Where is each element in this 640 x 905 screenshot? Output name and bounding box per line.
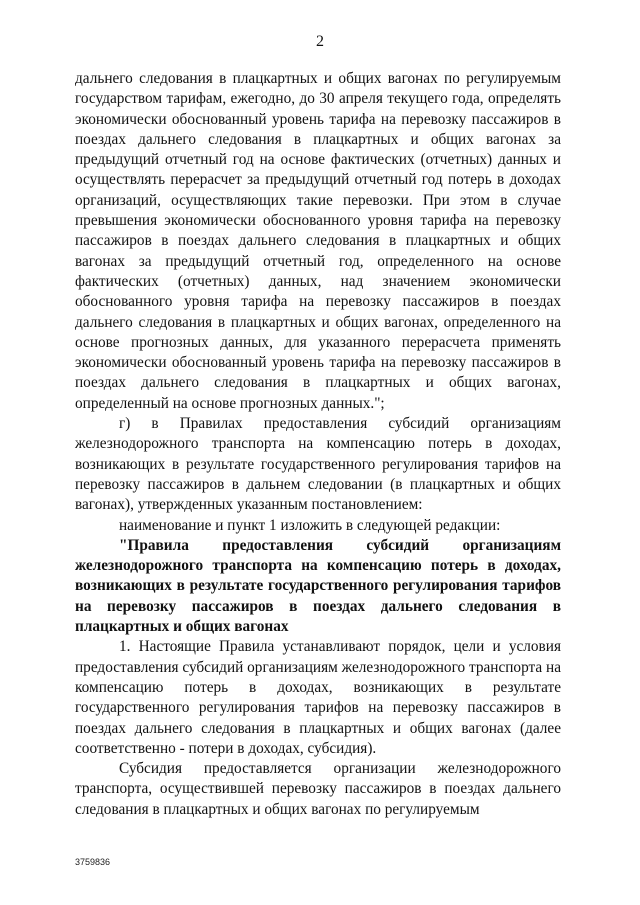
paragraph-subsidy: Субсидия предоставляется организации железнодорожного транспорта, осуществившей перевозку пассажиров в поездах дальнего следования в плацкартных и общих вагонах по регулируемым <box>75 760 561 818</box>
paragraph-item-g: г) в Правилах предоставления субсидий организациям железнодорожного транспорта на компенсацию потерь в доходах, возникающих в результате государственного регулирования тарифов на перевозку пассажиров в дальнем следовании (в плацкартных и общих вагонах), утвержденных указанным постановлением: <box>75 415 561 514</box>
page-number: 2 <box>316 33 324 50</box>
paragraph-instruction: наименование и пункт 1 изложить в следующей редакции: <box>119 516 501 534</box>
rules-title: "Правила предоставления субсидий организациям железнодорожного транспорта на компенсацию потерь в доходах, возникающих в результате государственного регулирования тарифов на перевозку пассажиров в поездах дальнего следования в плацкартных и общих вагонах <box>75 536 561 636</box>
document-body <box>75 69 561 820</box>
paragraph-continuation: дальнего следования в плацкартных и общих вагонах по регулируемым государством тарифам, ежегодно, до 30 апреля текущего года, определять экономически обоснованный уровень тарифа на перевозку пассажиров в поездах дальнего следования в плацкартных и общих вагонах за предыдущий отчетный год на основе фактических (отчетных) данных и осуществлять перерасчет за предыдущий отчетный год потерь в доходах организаций, осуществляющих такие перевозки. При этом в случае превышения экономически обоснованного уровня тарифа на перевозку пассажиров в поездах дальнего следования в плацкартных и общих вагонах за предыдущий отчетный год, определенного на основе фактических (отчетных) данных, над значением экономически обоснованного уровня тарифа на перевозку пассажиров в поездах дальнего следования в плацкартных и общих вагонах, определенного на основе прогнозных данных, для указанного перерасчета применять экономически обоснованный уровень тарифа на перевозку пассажиров в поездах дальнего следования в плацкартных и общих вагонах, определенный на основе прогнозных данных."; <box>75 70 561 412</box>
document-code: 3759836 <box>75 857 111 867</box>
paragraph-point-1: 1. Настоящие Правила устанавливают порядок, цели и условия предоставления субсидий организациям железнодорожного транспорта на компенсацию потерь в доходах, возникающих в результате государственного регулирования тарифов на перевозку пассажиров в поездах дальнего следования в плацкартных и общих вагонах (далее соответственно - потери в доходах, субсидия). <box>75 638 561 757</box>
